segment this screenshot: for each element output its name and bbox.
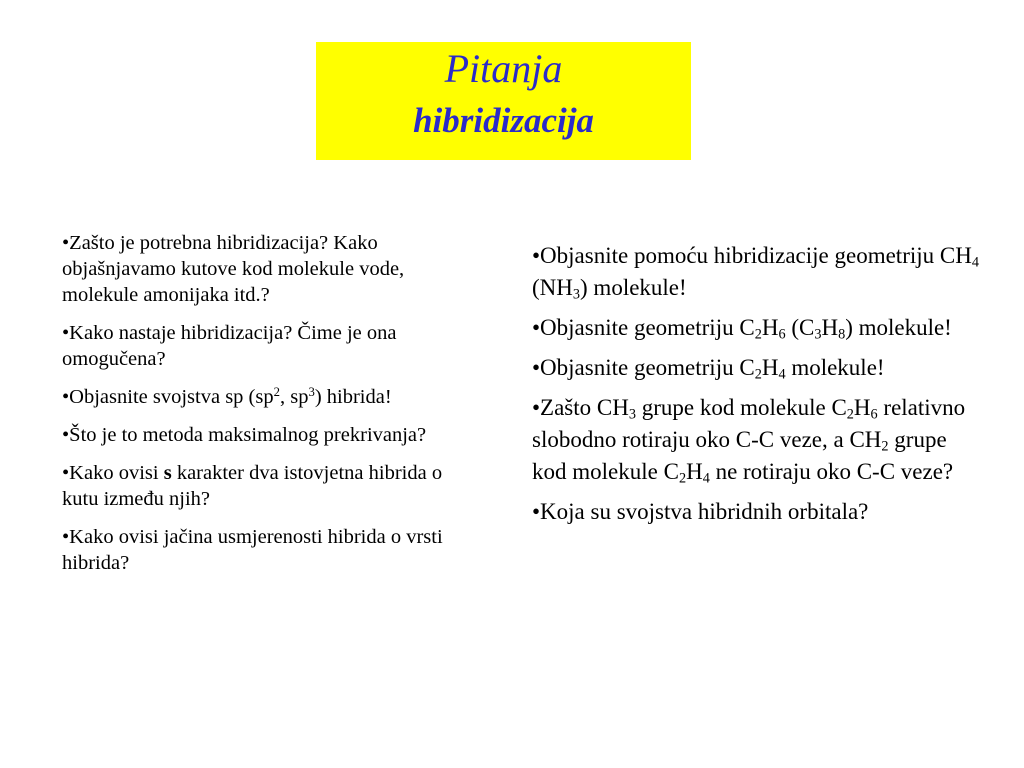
left-question-6: •Kako ovisi jačina usmjerenosti hibrida o vrsti hibrida?	[62, 526, 443, 574]
right-question-2: •Objasnite geometriju $C_2H_6$ $(C_3H_8)$ molekule!	[532, 315, 952, 343]
left-question-5: •Kako ovisi s karakter dva istovjetna hibrida o kutu između njih?	[62, 462, 443, 510]
left-question-2: •Kako nastaje hibridizacija? Čime je ona omogučena?	[62, 322, 397, 370]
left-question-3: •Objasnite svojstva sp ($sp^2$, $sp^3$) hibrida!	[62, 385, 392, 408]
slide-subtitle: hibridizacija	[413, 101, 594, 140]
right-question-1: •Objasnite pomoću hibridizacije geometriju $CH_4$ $(NH_3)$ molekule!	[532, 243, 979, 303]
slide-title: Pitanja	[444, 46, 563, 91]
right-question-3: •Objasnite geometriju $C_2H_4$ molekule!	[532, 355, 885, 383]
right-question-5: •Koja su svojstva hibridnih orbitala?	[532, 499, 869, 524]
right-question-list	[532, 240, 982, 536]
right-question-4: •Zašto $CH_3$ grupe kod molekule $C_2H_6$ relativno slobodno rotiraju oko C-C veze, a $CH_2$ grupe kod molekule $C_2H_4$ ne rotiraju oko C-C veze?	[532, 395, 966, 487]
left-question-1: •Zašto je potrebna hibridizacija? Kako objašnjavamo kutove kod molekule vode, molekule amonijaka itd.?	[62, 232, 405, 306]
left-question-4: •Što je to metoda maksimalnog prekrivanja?	[62, 424, 427, 446]
title-box	[316, 42, 691, 160]
left-question-list	[62, 230, 467, 588]
